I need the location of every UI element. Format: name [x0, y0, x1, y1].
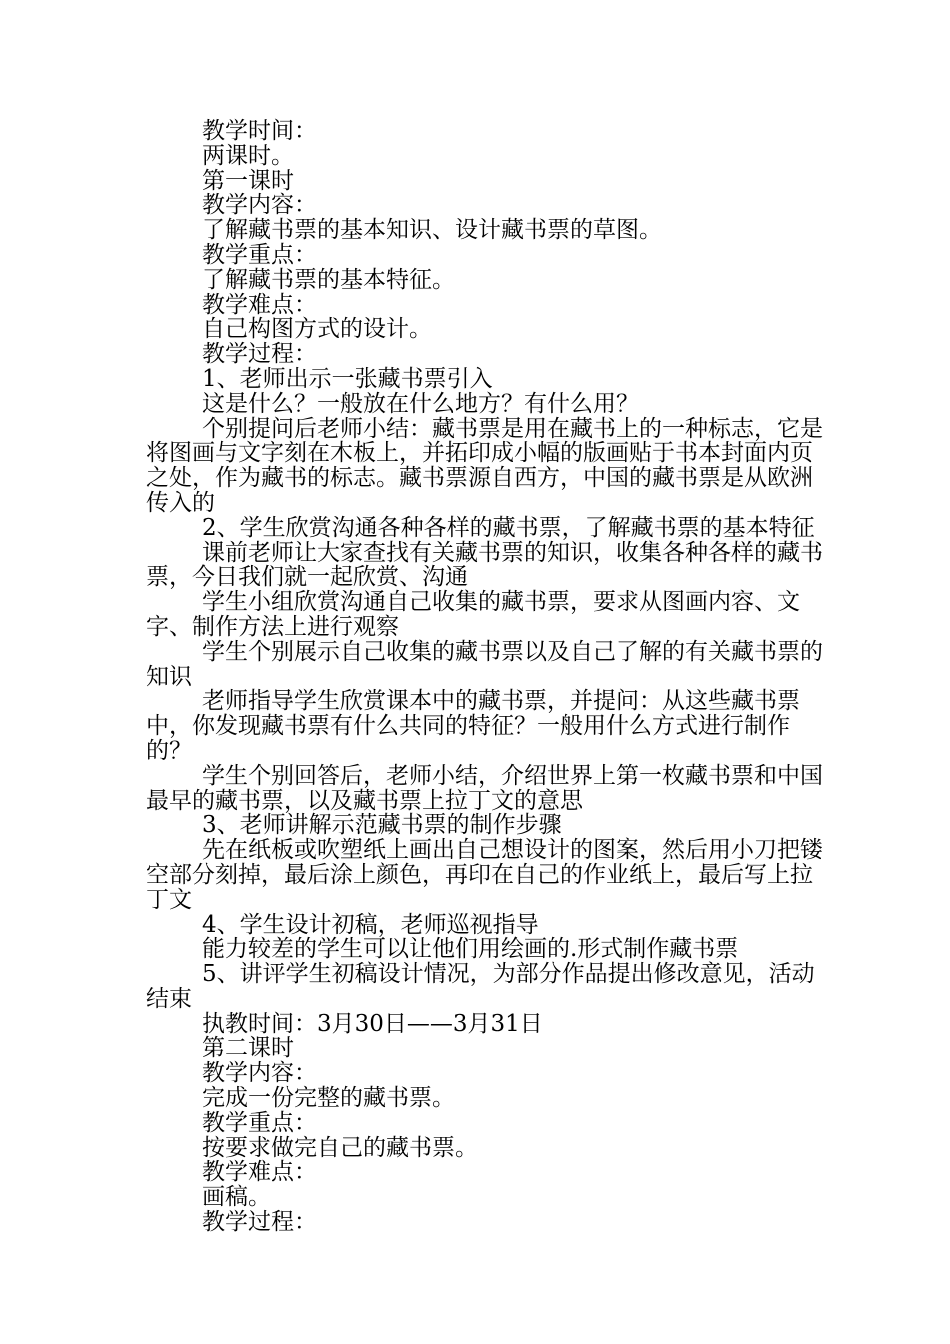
paragraph: 教学重点：: [202, 1109, 317, 1136]
paragraph: 1、老师出示一张藏书票引入: [202, 365, 493, 392]
paragraph: 教学难点：: [202, 1159, 317, 1186]
paragraph: 5、讲评学生初稿设计情况，为部分作品提出修改意见，活动结束: [146, 961, 815, 1012]
document-body: [146, 119, 826, 1235]
paragraph: 教学重点：: [202, 241, 317, 268]
paragraph: 教学过程：: [202, 341, 317, 368]
paragraph: 教学内容：: [202, 192, 317, 219]
paragraph: 教学内容：: [202, 1060, 317, 1087]
paragraph: 学生个别展示自己收集的藏书票以及自己了解的有关藏书票的知识: [146, 638, 823, 690]
paragraph: 执教时间：3月30日——3月31日: [202, 1010, 543, 1037]
paragraph: 这是什么？一般放在什么地方？有什么用？: [202, 390, 639, 417]
paragraph: 能力较差的学生可以让他们用绘画的.形式制作藏书票: [202, 936, 739, 963]
paragraph: 第一课时: [202, 167, 294, 194]
paragraph: 先在纸板或吹塑纸上画出自己想设计的图案，然后用小刀把镂空部分刻掉，最后涂上颜色，再印在自己的作业纸上，最后写上拉丁文: [146, 837, 823, 913]
paragraph: 教学时间：: [202, 118, 317, 144]
paragraph: 学生小组欣赏沟通自己收集的藏书票，要求从图画内容、文字、制作方法上进行观察: [146, 589, 800, 640]
paragraph: 按要求做完自己的藏书票。: [202, 1134, 478, 1161]
paragraph: 自己构图方式的设计。: [202, 316, 432, 343]
paragraph: 课前老师让大家查找有关藏书票的知识，收集各种各样的藏书票，今日我们就一起欣赏、沟通: [146, 539, 823, 591]
paragraph: 了解藏书票的基本特征。: [202, 266, 455, 293]
paragraph: 教学过程：: [202, 1209, 317, 1236]
paragraph: 4、学生设计初稿，老师巡视指导: [202, 911, 539, 938]
paragraph: 第二课时: [202, 1035, 294, 1062]
paragraph: 学生个别回答后，老师小结，介绍世界上第一枚藏书票和中国最早的藏书票，以及藏书票上拉丁文的意思: [146, 762, 823, 814]
paragraph: 画稿。: [202, 1184, 271, 1211]
paragraph: 了解藏书票的基本知识、设计藏书票的草图。: [202, 217, 662, 244]
paragraph: 教学难点：: [202, 291, 317, 318]
paragraph: 2、学生欣赏沟通各种各样的藏书票，了解藏书票的基本特征: [202, 514, 815, 541]
paragraph: 老师指导学生欣赏课本中的藏书票，并提问：从这些藏书票中，你发现藏书票有什么共同的特征？一般用什么方式进行制作的？: [146, 688, 800, 764]
paragraph: 个别提问后老师小结：藏书票是用在藏书上的一种标志，它是将图画与文字刻在木板上，并拓印成小幅的版画贴于书本封面内页之处，作为藏书的标志。藏书票源自西方，中国的藏书票是从欧洲传入的: [146, 415, 823, 516]
paragraph: 完成一份完整的藏书票。: [202, 1085, 455, 1112]
paragraph: 3、老师讲解示范藏书票的制作步骤: [202, 812, 562, 839]
paragraph: 两课时。: [202, 142, 294, 169]
